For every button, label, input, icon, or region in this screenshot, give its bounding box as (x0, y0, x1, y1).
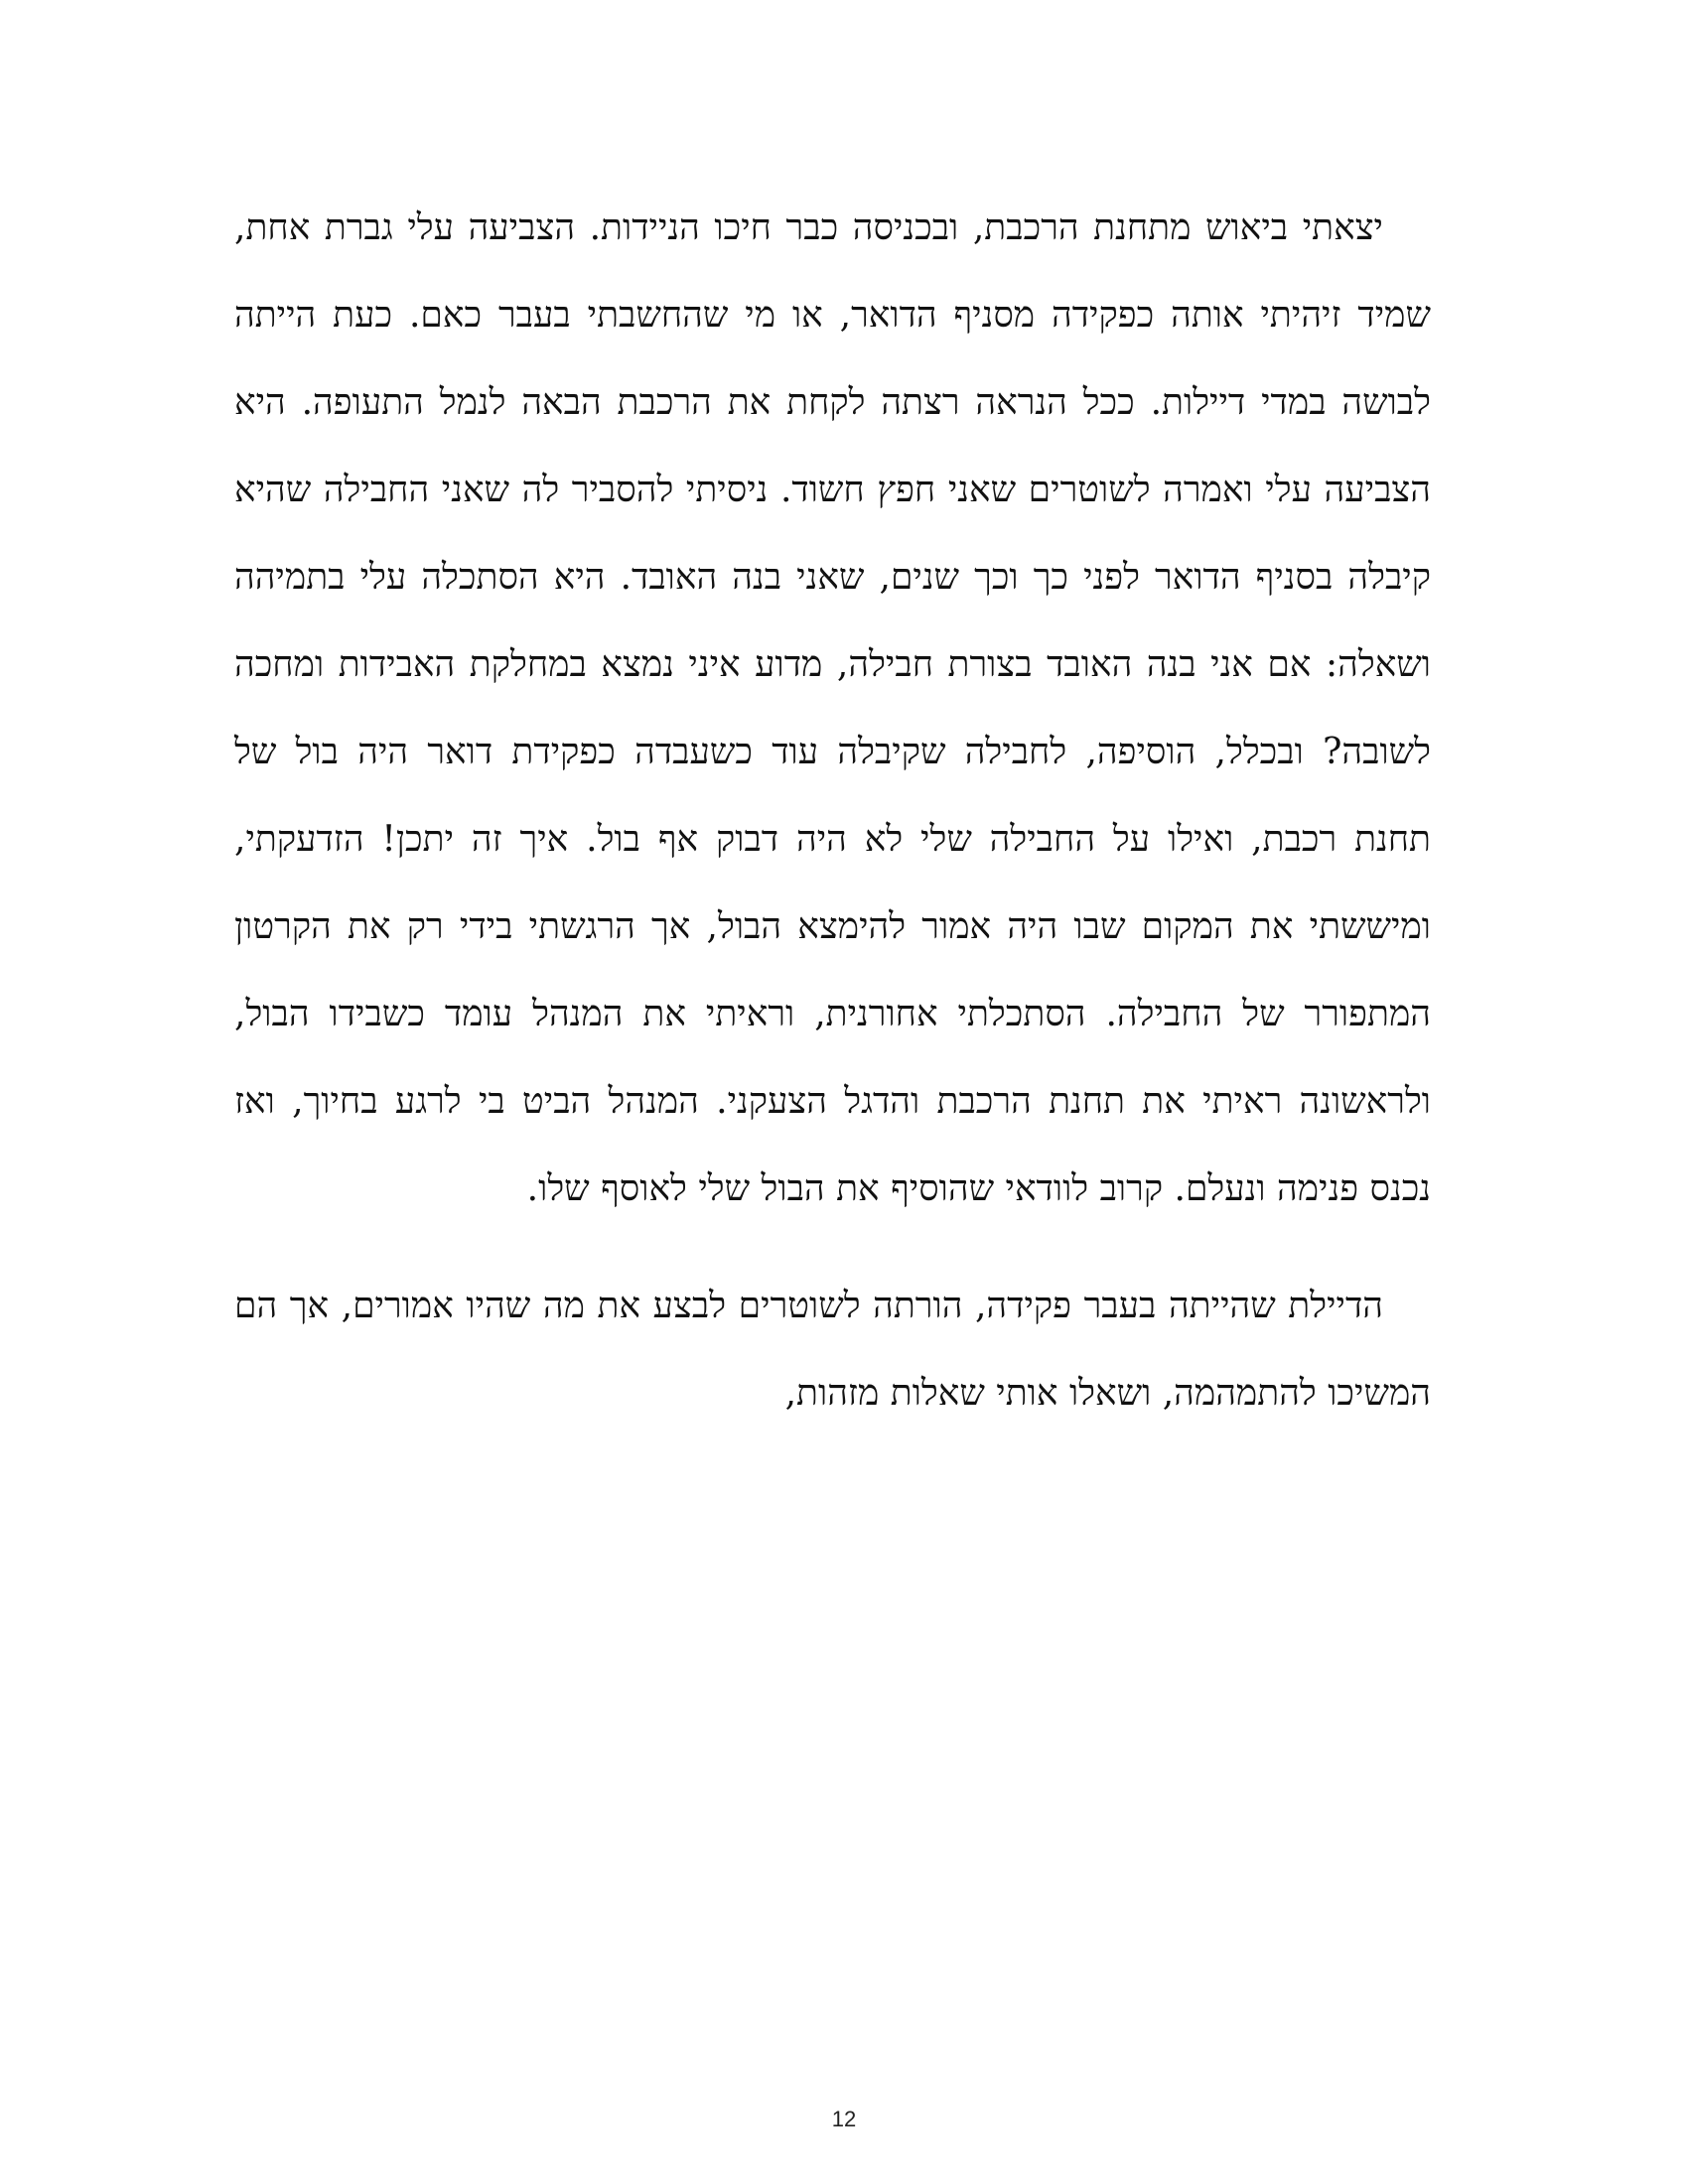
document-body (234, 185, 1431, 1437)
paragraph-2: הדיילת שהייתה בעבר פקידה, הורתה לשוטרים לבצע את מה שהיו אמורים, אך הם המשיכו להתמהמה, ושאלו אותי שאלות מזהות, (234, 1286, 1431, 1414)
paragraph-1: יצאתי ביאוש מתחנת הרכבת, ובכניסה כבר חיכו הניידות. הצביעה עלי גברת אחת, שמיד זיהיתי אותה כפקידה מסניף הדואר, או מי שהחשבתי בעבר כאם. כעת הייתה לבושה במדי דיילות. ככל הנראה רצתה לקחת את הרכבת הבאה לנמל התעופה. היא הצביעה עלי ואמרה לשוטרים שאני חפץ חשוד. ניסיתי להסביר לה שאני החבילה שהיא קיבלה בסניף הדואר לפני כך וכך שנים, שאני בנה האובד. היא הסתכלה עלי בתמיהה ושאלה: אם אני בנה האובד בצורת חבילה, מדוע איני נמצא במחלקת האבידות ומחכה לשובה? ובכלל, הוסיפה, לחבילה שקיבלה עוד כשעבדה כפקידת דואר היה בול של תחנת רכבת, ואילו על החבילה שלי לא היה דבוק אף בול. איך זה יתכן! הזדעקתי, ומיששתי את המקום שבו היה אמור להימצא הבול, אך הרגשתי בידי רק את הקרטון המתפורר של החבילה. הסתכלתי אחורנית, וראיתי את המנהל עומד כשבידו הבול, ולראשונה ראיתי את תחנת הרכבת והדגל הצעקני. המנהל הביט בי לרגע בחיוך, ואז נכנס פנימה ונעלם. קרוב לוודאי שהוסיף את הבול שלי לאוסף שלו. (234, 207, 1431, 1209)
page-number: 12 (831, 2107, 857, 2131)
